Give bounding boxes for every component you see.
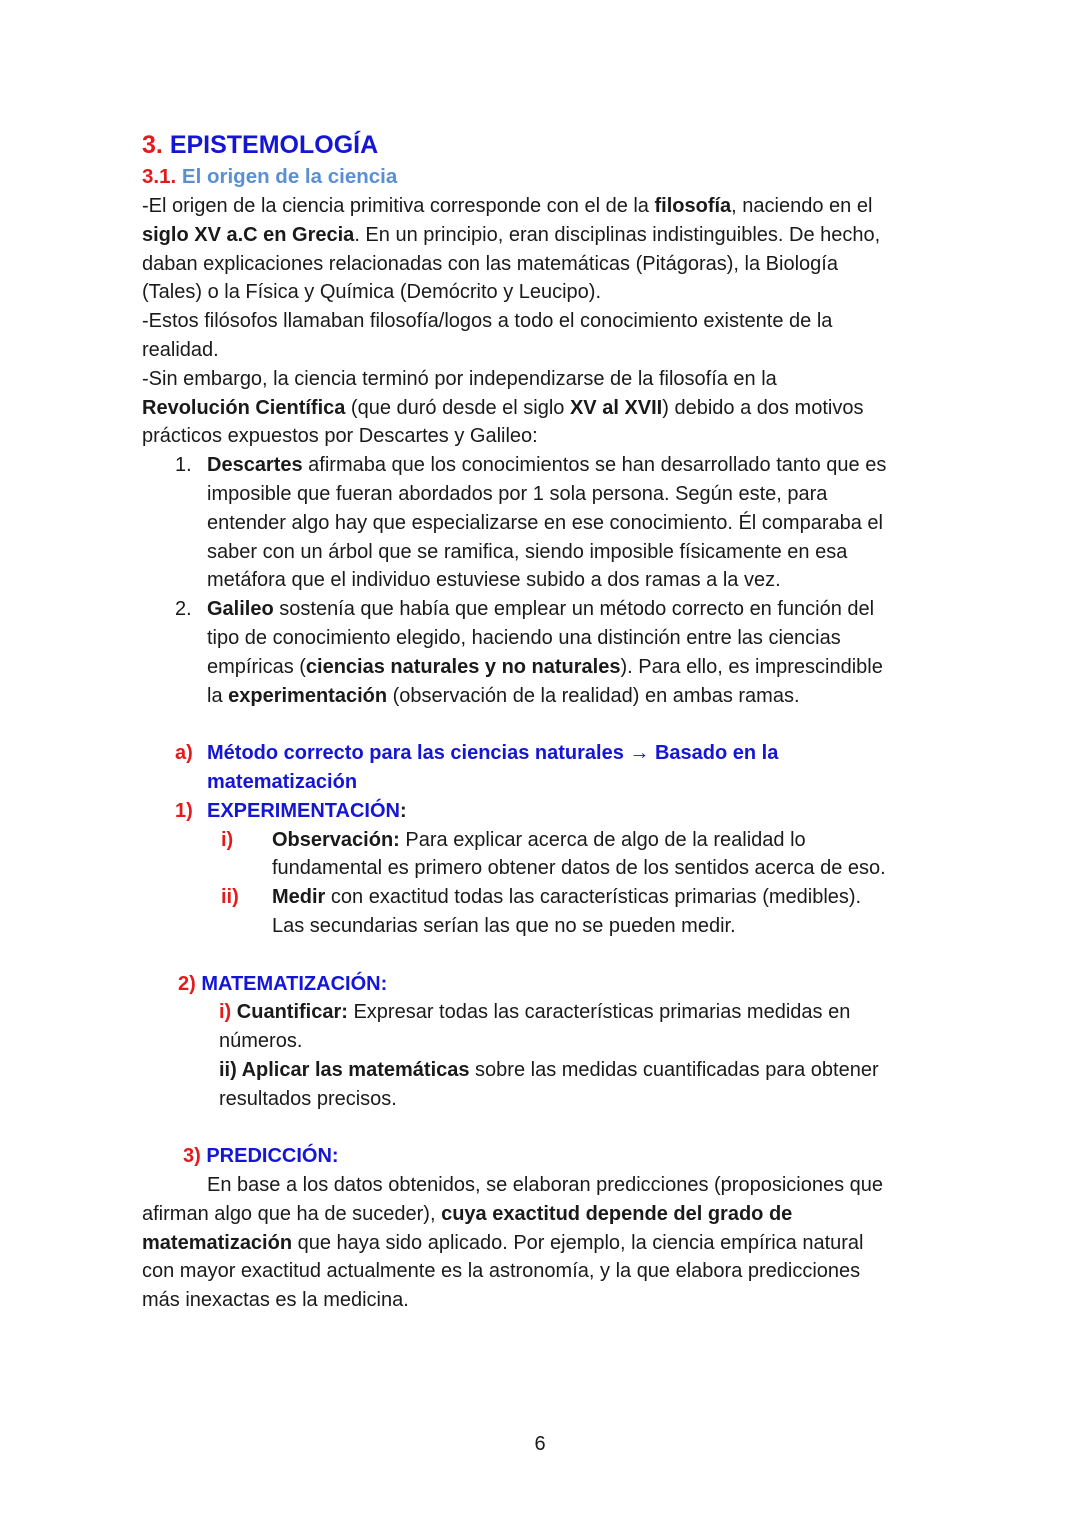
emphasis-run: 2) bbox=[178, 972, 202, 995]
list-marker: 2. bbox=[175, 598, 192, 621]
text-line bbox=[0, 595, 1080, 624]
line-text bbox=[142, 192, 872, 221]
line-text bbox=[207, 451, 886, 480]
text-run: entender algo hay que especializarse en ese conocimiento. Él comparaba el bbox=[207, 511, 883, 534]
emphasis-run: : bbox=[399, 799, 407, 822]
text-run: fundamental es primero obtener datos de los sentidos acerca de eso. bbox=[272, 857, 886, 880]
text-run: realidad. bbox=[142, 338, 219, 361]
section-title: EPISTEMOLOGÍA bbox=[169, 131, 379, 159]
list-marker: 1. bbox=[175, 454, 192, 477]
emphasis-run: XV al XVII bbox=[569, 396, 663, 419]
text-line bbox=[0, 480, 1080, 509]
text-run: afirmaba que los conocimientos se han desarrollado tanto que es bbox=[302, 454, 887, 477]
text-run: más inexactas es la medicina. bbox=[142, 1289, 409, 1312]
line-text bbox=[219, 998, 850, 1027]
text-run: imposible que fueran abordados por 1 sola persona. Según este, para bbox=[207, 482, 828, 505]
text-line bbox=[0, 912, 1080, 941]
line-text bbox=[207, 768, 357, 797]
text-line bbox=[0, 221, 1080, 250]
line-text bbox=[142, 278, 601, 307]
emphasis-run: siglo XV a.C en Grecia bbox=[142, 223, 355, 246]
blank-line bbox=[0, 1114, 1080, 1143]
text-line bbox=[0, 422, 1080, 451]
emphasis-run: Galileo bbox=[207, 598, 274, 621]
text-line bbox=[0, 1085, 1080, 1114]
line-text bbox=[142, 1286, 409, 1315]
text-line bbox=[0, 854, 1080, 883]
line-text bbox=[183, 1142, 339, 1171]
page-number: 6 bbox=[534, 1433, 546, 1455]
text-line bbox=[0, 1142, 1080, 1171]
text-run: resultados precisos. bbox=[219, 1087, 397, 1110]
text-line bbox=[0, 451, 1080, 480]
line-text bbox=[142, 307, 832, 336]
line-text bbox=[142, 250, 838, 279]
text-line bbox=[0, 278, 1080, 307]
text-run: (observación de la realidad) en ambas ramas. bbox=[387, 684, 800, 707]
emphasis-run: i) bbox=[219, 1001, 237, 1024]
text-run: con mayor exactitud actualmente es la astronomía, y la que elabora predicciones bbox=[142, 1260, 861, 1283]
emphasis-run: cuya exactitud depende del grado de bbox=[441, 1202, 793, 1225]
line-text bbox=[142, 1200, 792, 1229]
line-text bbox=[207, 595, 874, 624]
line-text bbox=[207, 566, 781, 595]
text-line bbox=[0, 509, 1080, 538]
line-text bbox=[207, 1171, 883, 1200]
emphasis-run: experimentación bbox=[228, 684, 388, 707]
text-run: tipo de conocimiento elegido, haciendo una distinción entre las ciencias bbox=[207, 626, 841, 649]
text-line bbox=[0, 653, 1080, 682]
text-run: sostenía que había que emplear un método correcto en función del bbox=[273, 598, 875, 621]
text-run: prácticos expuestos por Descartes y Galileo: bbox=[142, 425, 538, 448]
text-line bbox=[0, 365, 1080, 394]
line-text bbox=[272, 826, 806, 855]
line-text bbox=[142, 336, 219, 365]
text-run: con exactitud todas las características primarias (medibles). bbox=[325, 886, 862, 909]
subsection-heading bbox=[142, 163, 397, 191]
text-line bbox=[0, 1286, 1080, 1315]
text-run: -Sin embargo, la ciencia terminó por independizarse de la filosofía en la bbox=[142, 367, 777, 390]
line-text bbox=[142, 365, 777, 394]
text-run: , naciendo en el bbox=[731, 195, 873, 217]
text-line bbox=[0, 826, 1080, 855]
text-run: sobre las medidas cuantificadas para obtener bbox=[469, 1058, 879, 1081]
text-line bbox=[0, 192, 1080, 221]
text-run: (que duró desde el siglo bbox=[345, 396, 570, 419]
emphasis-run: ciencias naturales y no naturales bbox=[305, 655, 621, 678]
subsection-title: El origen de la ciencia bbox=[181, 165, 398, 188]
text-line bbox=[0, 768, 1080, 797]
emphasis-run: ii) Aplicar las matemáticas bbox=[219, 1058, 470, 1081]
text-line bbox=[0, 1171, 1080, 1200]
text-run: ) debido a dos motivos bbox=[662, 396, 864, 419]
line-text bbox=[178, 970, 387, 999]
section-heading bbox=[142, 128, 378, 162]
text-line bbox=[0, 1229, 1080, 1258]
line-text bbox=[207, 480, 827, 509]
section-number: 3. bbox=[142, 131, 163, 159]
text-line bbox=[0, 1257, 1080, 1286]
text-line bbox=[0, 998, 1080, 1027]
text-run: daban explicaciones relacionadas con las matemáticas (Pitágoras), la Biología bbox=[142, 252, 838, 275]
text-line bbox=[0, 307, 1080, 336]
text-run: empíricas ( bbox=[207, 655, 306, 678]
text-run: -El origen de la ciencia primitiva corresponde con el de la bbox=[142, 195, 655, 217]
text-line bbox=[0, 538, 1080, 567]
text-line bbox=[0, 1027, 1080, 1056]
emphasis-run: 3) bbox=[183, 1145, 207, 1168]
text-run: la bbox=[207, 684, 229, 707]
emphasis-run: Medir bbox=[272, 886, 326, 909]
line-text bbox=[142, 422, 538, 451]
line-text bbox=[207, 682, 800, 711]
text-run: saber con un árbol que se ramifica, siendo imposible físicamente en esa bbox=[207, 540, 848, 563]
text-line bbox=[0, 797, 1080, 826]
line-text bbox=[207, 624, 841, 653]
text-line bbox=[0, 566, 1080, 595]
text-run: En base a los datos obtenidos, se elaboran predicciones (proposiciones que bbox=[207, 1174, 883, 1197]
emphasis-run: EXPERIMENTACIÓN bbox=[207, 799, 400, 822]
emphasis-run: filosofía bbox=[654, 195, 732, 217]
text-line bbox=[0, 336, 1080, 365]
text-line bbox=[0, 1056, 1080, 1085]
text-line bbox=[0, 1200, 1080, 1229]
line-text bbox=[142, 1257, 860, 1286]
list-marker: a) bbox=[175, 742, 193, 765]
blank-line bbox=[0, 710, 1080, 739]
line-text bbox=[207, 797, 407, 826]
line-text bbox=[219, 1085, 397, 1114]
line-text bbox=[142, 394, 863, 423]
text-line bbox=[0, 394, 1080, 423]
text-run: Para explicar acerca de algo de la realidad lo bbox=[399, 828, 806, 851]
text-run: -Estos filósofos llamaban filosofía/logos a todo el conocimiento existente de la bbox=[142, 310, 833, 333]
document-body bbox=[0, 192, 1080, 1315]
text-line bbox=[0, 883, 1080, 912]
emphasis-run: Revolución Científica bbox=[142, 396, 346, 419]
text-line bbox=[0, 250, 1080, 279]
text-run: afirman algo que ha de suceder), bbox=[142, 1202, 442, 1225]
text-run: metáfora que el individuo estuviese subido a dos ramas a la vez. bbox=[207, 569, 781, 592]
text-line bbox=[0, 682, 1080, 711]
text-run: ). Para ello, es imprescindible bbox=[620, 655, 883, 678]
line-text bbox=[272, 883, 861, 912]
line-text bbox=[142, 1229, 864, 1258]
line-text bbox=[219, 1056, 879, 1085]
subsection-number: 3.1. bbox=[142, 165, 177, 188]
line-text bbox=[219, 1027, 302, 1056]
text-run: que haya sido aplicado. Por ejemplo, la ciencia empírica natural bbox=[292, 1231, 864, 1254]
text-run: Expresar todas las características primarias medidas en bbox=[347, 1001, 851, 1024]
text-run: . En un principio, eran disciplinas indistinguibles. De hecho, bbox=[354, 223, 881, 246]
emphasis-run: Descartes bbox=[207, 454, 303, 477]
text-run: números. bbox=[219, 1030, 303, 1053]
line-text bbox=[272, 912, 736, 941]
text-run: Las secundarias serían las que no se pueden medir. bbox=[272, 914, 736, 937]
emphasis-run: Cuantificar: bbox=[236, 1001, 348, 1024]
emphasis-run: Observación: bbox=[272, 828, 400, 851]
text-line bbox=[0, 624, 1080, 653]
list-marker: 1) bbox=[175, 799, 193, 822]
text-line bbox=[0, 970, 1080, 999]
text-run: (Tales) o la Física y Química (Demócrito y Leucipo). bbox=[142, 281, 602, 304]
emphasis-run: Método correcto para las ciencias naturales → Basado en la bbox=[207, 742, 779, 765]
text-line bbox=[0, 739, 1080, 768]
emphasis-run: MATEMATIZACIÓN: bbox=[201, 972, 388, 995]
line-text bbox=[207, 653, 883, 682]
emphasis-run: matematización bbox=[142, 1231, 293, 1254]
emphasis-run: matematización bbox=[207, 770, 358, 793]
line-text bbox=[207, 538, 847, 567]
line-text bbox=[272, 854, 886, 883]
line-text bbox=[142, 221, 880, 250]
list-marker: i) bbox=[221, 828, 234, 851]
blank-line bbox=[0, 941, 1080, 970]
emphasis-run: PREDICCIÓN: bbox=[206, 1145, 339, 1168]
list-marker: ii) bbox=[221, 886, 239, 909]
line-text bbox=[207, 739, 778, 768]
line-text bbox=[207, 509, 883, 538]
